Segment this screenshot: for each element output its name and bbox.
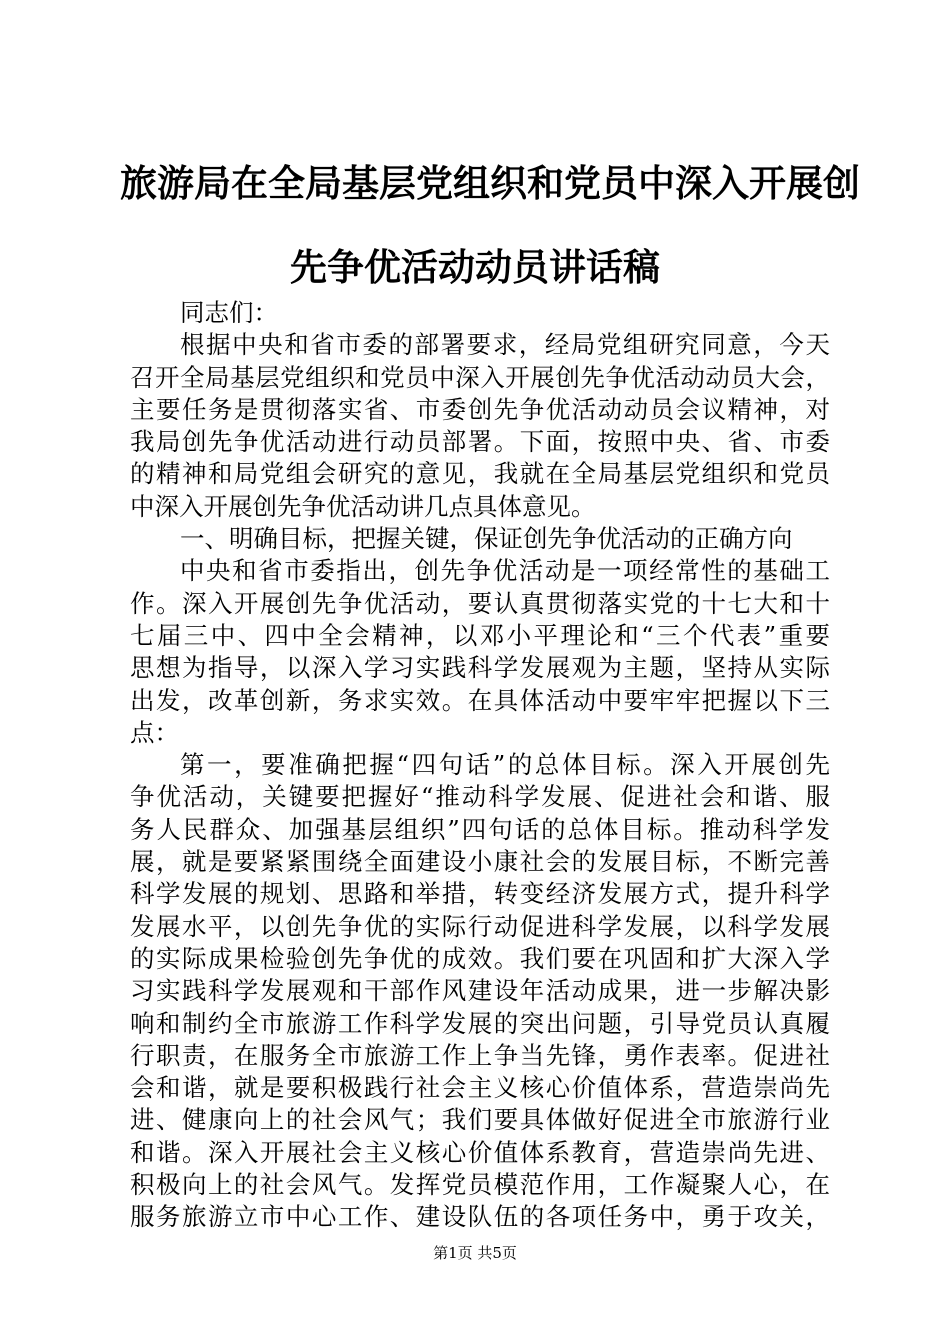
paragraph-line: 中深入开展创先争优活动讲几点具体意见。 xyxy=(130,491,596,521)
paragraph-line: 主要任务是贯彻落实省、市委创先争优活动动员会议精神，对 xyxy=(130,394,830,424)
paragraph-line: 思想为指导，以深入学习实践科学发展观为主题，坚持从实际 xyxy=(130,653,830,683)
paragraph-line: 行职责，在服务全市旅游工作上争当先锋，勇作表率。促进社 xyxy=(130,1040,830,1070)
paragraph-line: 习实践科学发展观和干部作风建设年活动成果，进一步解决影 xyxy=(130,976,830,1006)
paragraph-line: 进、健康向上的社会风气；我们要具体做好促进全市旅游行业 xyxy=(130,1105,830,1135)
paragraph-line: 点： xyxy=(130,717,179,747)
document-title-line-2: 先争优活动动员讲话稿 xyxy=(290,246,660,289)
paragraph-line: 第一，要准确把握“四句话”的总体目标。深入开展创先 xyxy=(180,750,830,780)
paragraph-line: 积极向上的社会风气。发挥党员模范作用，工作凝聚人心，在 xyxy=(130,1170,830,1200)
salutation: 同志们： xyxy=(180,298,278,327)
paragraph-line: 和谐。深入开展社会主义核心价值体系教育，营造崇尚先进、 xyxy=(130,1137,830,1167)
paragraph-line: 作。深入开展创先争优活动，要认真贯彻落实党的十七大和十 xyxy=(130,588,830,618)
document-title-line-1: 旅游局在全局基层党组织和党员中深入开展创 xyxy=(120,162,860,205)
paragraph-line: 争优活动，关键要把握好“推动科学发展、促进社会和谐、服 xyxy=(130,782,830,812)
paragraph-line: 根据中央和省市委的部署要求，经局党组研究同意，今天 xyxy=(180,330,830,360)
paragraph-line: 科学发展的规划、思路和举措，转变经济发展方式，提升科学 xyxy=(130,879,830,909)
document-body xyxy=(130,297,830,1234)
paragraph-line: 会和谐，就是要积极践行社会主义核心价值体系，营造崇尚先 xyxy=(130,1073,830,1103)
paragraph-line: 服务旅游立市中心工作、建设队伍的各项任务中，勇于攻关， xyxy=(130,1202,830,1232)
paragraph-line: 展，就是要紧紧围绕全面建设小康社会的发展目标，不断完善 xyxy=(130,847,830,877)
paragraph-line: 召开全局基层党组织和党员中深入开展创先争优活动动员大会， xyxy=(130,362,830,392)
section-heading: 一、明确目标，把握关键，保证创先争优活动的正确方向 xyxy=(180,524,793,554)
paragraph-line: 出发，改革创新，务求实效。在具体活动中要牢牢把握以下三 xyxy=(130,685,830,715)
paragraph-line: 中央和省市委指出，创先争优活动是一项经常性的基础工 xyxy=(180,556,830,586)
paragraph-line: 务人民群众、加强基层组织”四句话的总体目标。推动科学发 xyxy=(130,814,830,844)
page-footer: 第1页 共5页 xyxy=(433,1244,517,1262)
paragraph-line: 发展水平，以创先争优的实际行动促进科学发展，以科学发展 xyxy=(130,911,830,941)
paragraph-line: 的实际成果检验创先争优的成效。我们要在巩固和扩大深入学 xyxy=(130,943,830,973)
paragraph-line: 七届三中、四中全会精神，以邓小平理论和“三个代表”重要 xyxy=(130,620,830,650)
paragraph-line: 我局创先争优活动进行动员部署。下面，按照中央、省、市委 xyxy=(130,427,830,457)
paragraph-line: 的精神和局党组会研究的意见，我就在全局基层党组织和党员 xyxy=(130,459,830,489)
paragraph-line: 响和制约全市旅游工作科学发展的突出问题，引导党员认真履 xyxy=(130,1008,830,1038)
